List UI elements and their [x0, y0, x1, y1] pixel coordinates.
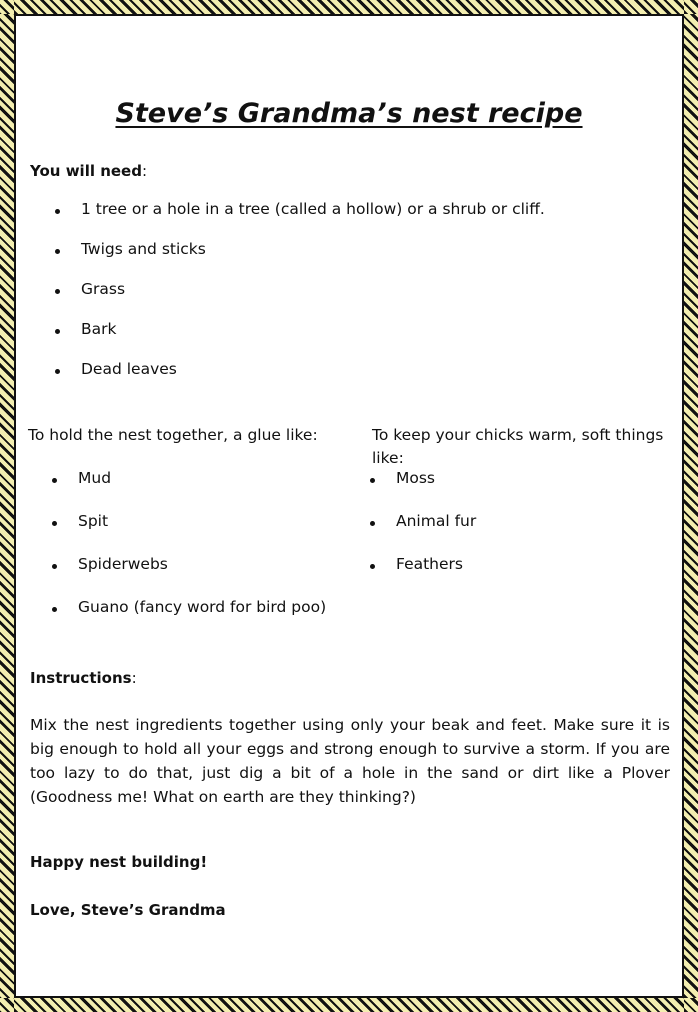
- list-item: 1 tree or a hole in a tree (called a hollow) or a shrub or cliff.: [55, 200, 545, 240]
- list-item: Animal fur: [370, 512, 476, 555]
- you-will-need-label: You will need: [30, 162, 142, 180]
- instructions-label: Instructions: [30, 669, 132, 687]
- instructions-heading: [30, 669, 137, 687]
- closing-line: Happy nest building!: [30, 853, 208, 871]
- soft-intro: To keep your chicks warm, soft things like:: [372, 426, 664, 467]
- list-item: Twigs and sticks: [55, 240, 545, 280]
- list-item: Grass: [55, 280, 545, 320]
- list-item: Feathers: [370, 555, 476, 598]
- instructions-colon: :: [131, 669, 137, 687]
- list-item: Dead leaves: [55, 360, 545, 400]
- list-item: Bark: [55, 320, 545, 360]
- page-title: Steve’s Grandma’s nest recipe: [115, 98, 583, 129]
- glue-intro: To hold the nest together, a glue like:: [28, 426, 318, 444]
- needs-list: [55, 200, 545, 400]
- list-item: Mud: [52, 469, 326, 512]
- soft-things-list: [370, 469, 476, 598]
- list-item: Guano (fancy word for bird poo): [52, 598, 326, 641]
- you-will-need-heading: [30, 162, 147, 180]
- instructions-text: Mix the nest ingredients together using only your beak and feet. Make sure it is big enough to hold all your eggs and strong enough to survive a storm. If you are too lazy to do that, just dig a bit of a hole in the sand or dirt like a Plover (Goodness me! What on earth are they thinking?): [30, 716, 670, 806]
- you-will-need-colon: :: [141, 162, 148, 180]
- glue-list: [52, 469, 326, 641]
- signature-line: Love, Steve’s Grandma: [30, 901, 226, 919]
- list-item: Moss: [370, 469, 476, 512]
- list-item: Spit: [52, 512, 326, 555]
- list-item: Spiderwebs: [52, 555, 326, 598]
